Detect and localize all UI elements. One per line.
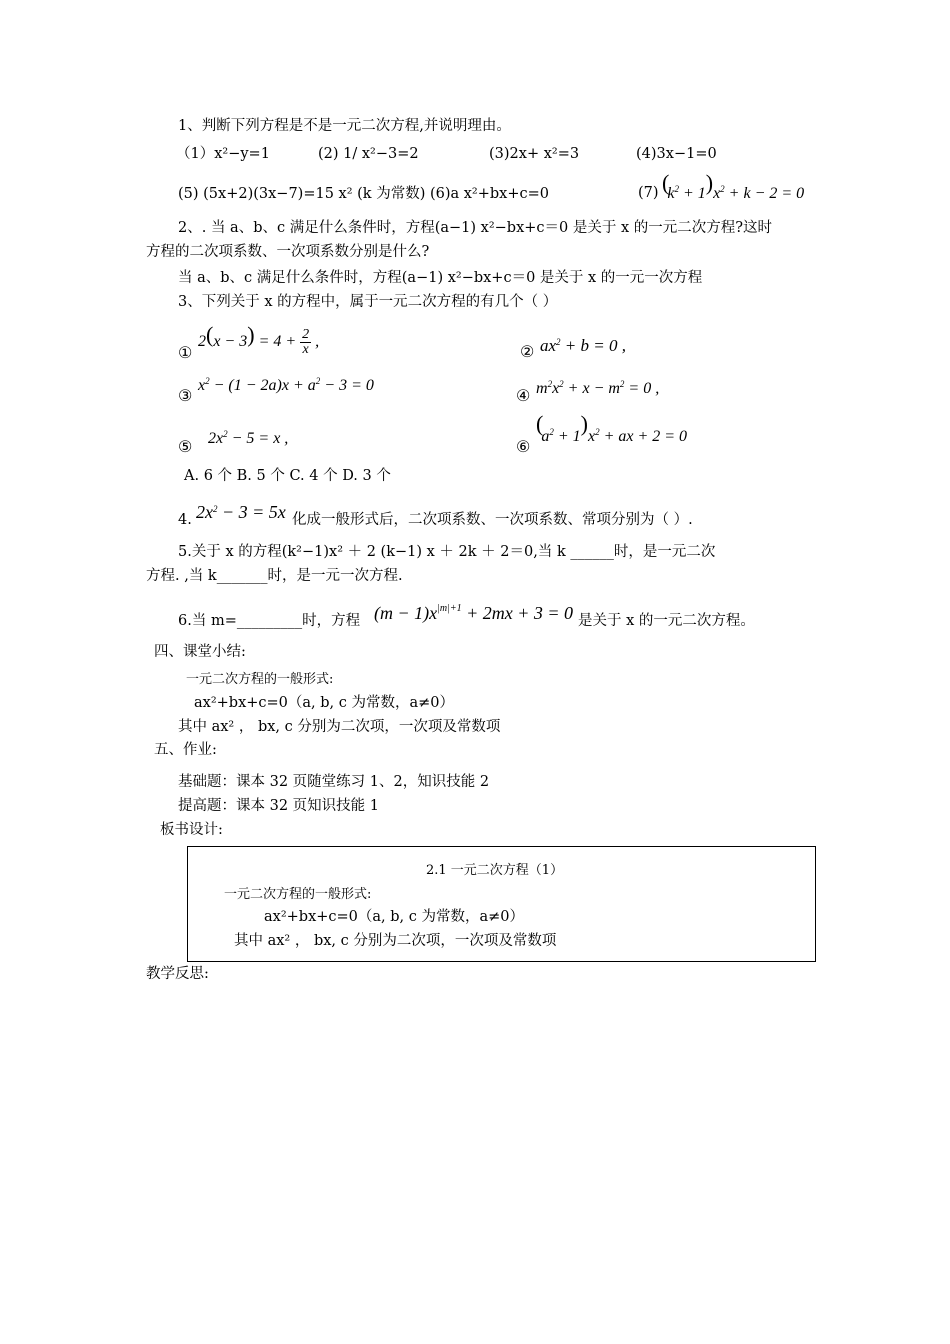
summary-line3: 其中 ax² ， bx, c 分别为二次项，一次项及常数项 [178,719,501,735]
board-line3: 其中 ax² ， bx, c 分别为二次项，一次项及常数项 [234,933,557,949]
summary-line1: 一元二次方程的一般形式: [186,672,334,687]
homework-advanced: 提高题：课本 32 页知识技能 1 [178,798,380,814]
q2-line2: 方程的二次项系数、一次项系数分别是什么? [146,244,430,260]
q4-text: 化成一般形式后，二次项系数、一次项系数、常项分别为（ ）. [292,512,693,528]
q3-choices: A. 6 个 B. 5 个 C. 4 个 D. 3 个 [184,468,391,484]
q2-line3: 当 a、b、c 满足什么条件时，方程(a−1) x²−bx+c＝0 是关于 x 的一元一次方程 [178,270,703,286]
q3-option-6-math: $(a^2 + 1)x^2$ + ax + 2 = 0 [536,411,688,445]
q6-math: $(m - 1)x^{|m|+1} + 2mx + 3 = 0$ [374,603,574,623]
q3-option-3-mark: ③ [178,386,193,405]
board-line2: ax²+bx+c=0（a, b, c 为常数，a≠0） [264,909,525,925]
q5-line1: 5.关于 x 的方程(k²−1)x² ＋ 2 (k−1) x ＋ 2k ＋ 2＝0,当 k ______时，是一元二次 [178,544,716,560]
summary-line2: ax²+bx+c=0（a, b, c 为常数，a≠0） [194,695,455,711]
q3-option-6-mark: ⑥ [516,437,531,456]
q1-item7-label: (7) [638,185,659,201]
q3-option-3-math: $x^2 - (1 - 2a)x + a^2 - 3 = 0$ [198,376,374,394]
q3-option-5-math: $2x^2 - 5 = x$ , [208,429,289,447]
q2-line1: 2、. 当 a、b、c 满足什么条件时，方程(a−1) x²−bx+c＝0 是关于 x 的一元二次方程?这时 [178,220,773,236]
homework-heading: 五、作业: [154,742,217,758]
q4-math: $2x^2 - 3 = 5x$ [196,502,286,522]
q3-title: 3、下列关于 x 的方程中，属于一元二次方程的有几个（ ） [178,294,558,310]
q3-option-4-math: $m^2x^2 + x - m^2 = 0$ , [536,379,660,397]
board-line1: 一元二次方程的一般形式: [224,887,372,902]
q6-post: 是关于 x 的一元二次方程。 [578,613,755,629]
board-box [187,846,816,962]
q4-num: 4. [178,512,192,528]
q1-item-2: (2) 1/ x²−3=2 [318,146,419,162]
q1-item-3: (3)2x+ x²=3 [489,146,580,162]
q1-item-4: (4)3x−1=0 [636,146,717,162]
q5-line2: 方程. ,当 k_______时，是一元一次方程. [146,568,403,584]
q6-pre: 6.当 m=_________时，方程 [178,613,361,629]
q3-option-2-math: $ax^2 + b = 0$ , [540,336,626,355]
q1-item-1: （1）x²−y=1 [176,146,270,162]
q3-option-1-mark: ① [178,343,193,362]
q1-title: 1、判断下列方程是不是一元二次方程,并说明理由。 [178,118,511,134]
summary-heading: 四、课堂小结: [154,644,246,660]
q3-option-5-mark: ⑤ [178,437,193,456]
q1-row2: (5) (5x+2)(3x−7)=15 x² (k 为常数) (6)a x²+bx+c=0 [178,186,549,202]
board-title: 2.1 一元二次方程（1） [426,863,564,878]
q3-option-1-math: 2(x − 3) = 4 + $\frac{2}{x}$ , [198,322,320,357]
q3-option-4-mark: ④ [516,386,531,405]
reflection-label: 教学反思: [146,966,209,982]
q3-option-2-mark: ② [520,342,535,361]
board-label: 板书设计: [160,822,223,838]
q1-item7-math: $(k^2 + 1)x^2 + k - 2 = 0$ [662,170,805,202]
homework-basic: 基础题：课本 32 页随堂练习 1、2，知识技能 2 [178,774,490,790]
